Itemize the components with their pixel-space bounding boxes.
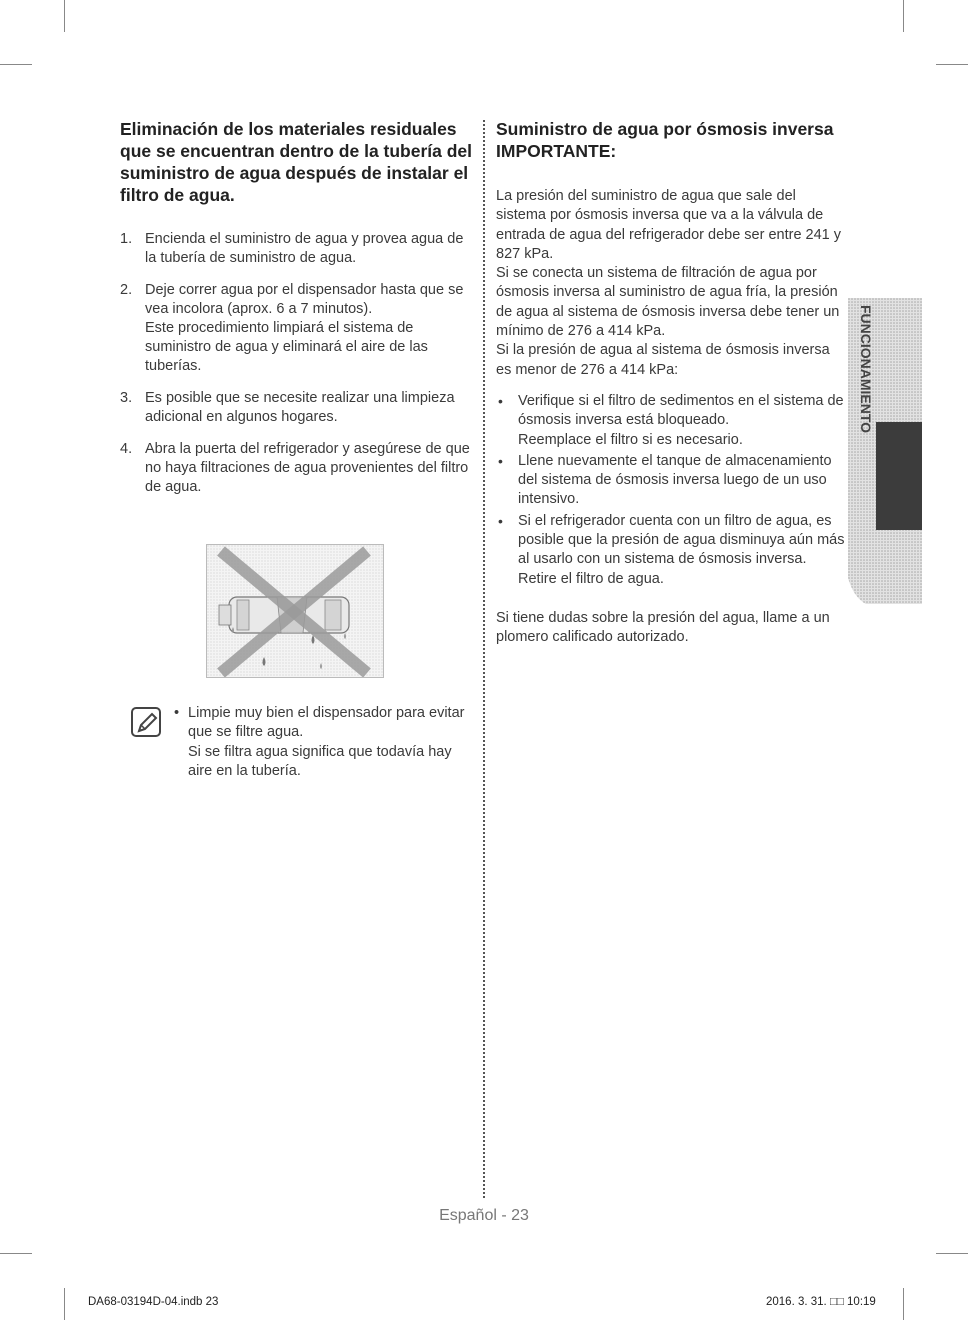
bullet-list (496, 392, 848, 589)
step-text: Encienda el suministro de agua y provea agua de la tubería de suministro de agua. (145, 231, 464, 266)
crop-mark (903, 0, 904, 32)
crop-mark (64, 1288, 65, 1320)
page-number: Español - 23 (439, 1207, 529, 1224)
step-number: 4. (120, 441, 133, 457)
bullet-item (496, 512, 848, 589)
step-item (120, 281, 475, 376)
crop-mark (903, 1288, 904, 1320)
right-column (496, 118, 848, 648)
crop-mark (936, 64, 968, 65)
step-item (120, 230, 475, 268)
left-column (120, 118, 475, 510)
step-number: 1. (120, 231, 133, 247)
step-number: 3. (120, 390, 133, 406)
paragraph: Si la presión de agua al sistema de ósmosis inversa es menor de 276 a 414 kPa: (496, 342, 830, 378)
date-slug: 2016. 3. 31. □□ 10:19 (766, 1296, 876, 1308)
step-text: Deje correr agua por el dispensador hasta que se vea incolora (aprox. 6 a 7 minutos). (145, 282, 464, 317)
crop-mark (64, 0, 65, 32)
note-text: Limpie muy bien el dispensador para evitar que se filtre agua. (188, 705, 465, 741)
note-text-continued: Si se filtra agua significa que todavía hay aire en la tubería. (188, 743, 452, 779)
step-text: Es posible que se necesite realizar una limpieza adicional en algunos hogares. (145, 390, 455, 425)
note-list (130, 704, 475, 781)
note-item (174, 704, 475, 781)
paragraph: La presión del suministro de agua que sale del sistema por ósmosis inversa que va a la válvula de entrada de agua del refrigerador debe ser entre 241 y 827 kPa. (496, 188, 842, 262)
file-slug: DA68-03194D-04.indb 23 (88, 1296, 219, 1308)
bullet-text-continued: Reemplace el filtro si es necesario. (518, 431, 743, 448)
crop-mark (0, 1253, 32, 1254)
bullet-text: Verifique si el filtro de sedimentos en el sistema de ósmosis inversa está bloqueado. (518, 392, 844, 429)
bullet-item (496, 452, 848, 510)
water-filter-prohibited-illustration (206, 544, 384, 678)
bullet-text: Si el refrigerador cuenta con un filtro de agua, es posible que la presión de agua disminuya aún más al usarlo con un sistema de ósmosis inversa. Retire el filtro de agua. (518, 512, 845, 587)
step-text-continued: Este procedimiento limpiará el sistema de suministro de agua y eliminará el aire de las tuberías. (145, 320, 428, 374)
step-text: Abra la puerta del refrigerador y asegúrese de que no haya filtraciones de agua provenientes del filtro de agua. (145, 441, 470, 495)
side-tab-label: FUNCIONAMIENTO (858, 305, 874, 434)
column-divider (483, 120, 485, 1198)
closing-paragraph: Si tiene dudas sobre la presión del agua, llame a un plomero calificado autorizado. (496, 609, 830, 646)
step-item (120, 440, 475, 497)
important-heading: IMPORTANTE: (496, 141, 617, 161)
step-number: 2. (120, 282, 133, 298)
bullet-item (496, 392, 848, 450)
section-heading-right: Suministro de agua por ósmosis inversa (496, 119, 834, 139)
water-filter-illustration-svg (207, 545, 383, 677)
step-item (120, 389, 475, 427)
crop-mark (936, 1253, 968, 1254)
section-heading-left: Eliminación de los materiales residuales que se encuentran dentro de la tubería del suministro de agua después de instalar el filtro de agua. (120, 119, 473, 205)
note-pencil-icon (130, 706, 164, 740)
bullet-text: Llene nuevamente el tanque de almacenamiento del sistema de ósmosis inversa luego de un uso intensivo. (518, 452, 832, 508)
crop-mark (0, 64, 32, 65)
paragraph: Si se conecta un sistema de filtración de agua por ósmosis inversa al suministro de agua fría, la presión de agua al sistema de ósmosis inversa debe tener un mínimo de 276 a 414 kPa. (496, 265, 840, 340)
steps-list (120, 230, 475, 497)
note-block (130, 704, 475, 781)
